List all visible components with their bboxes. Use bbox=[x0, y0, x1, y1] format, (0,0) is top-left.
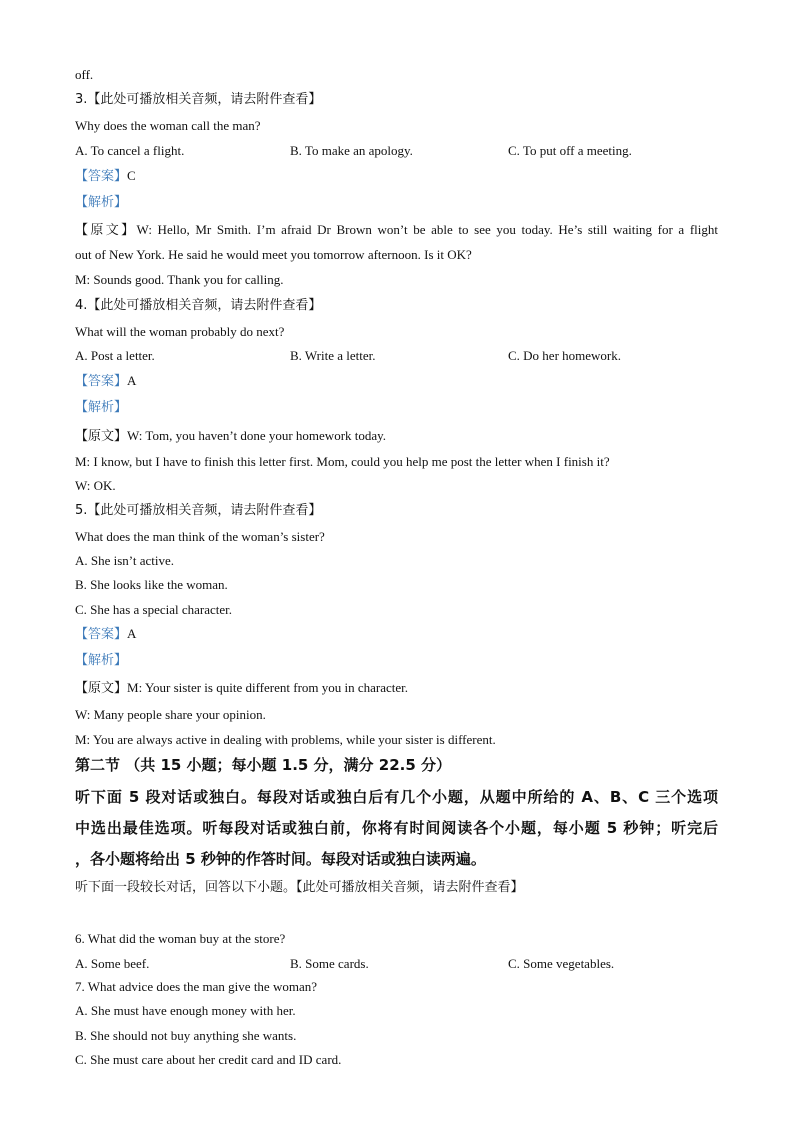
answer-value: C bbox=[127, 168, 136, 183]
question-3-option-b: B. To make an apology. bbox=[290, 143, 413, 158]
transcript-text: M: Your sister is quite different from you in character. bbox=[127, 680, 409, 695]
transcript-label: 【原文】 bbox=[75, 223, 137, 238]
question-3-option-c: C. To put off a meeting. bbox=[508, 143, 632, 158]
question-3-transcript-line-3: M: Sounds good. Thank you for calling. bbox=[75, 272, 284, 287]
section-2-instructions-line-1: 听下面 5 段对话或独白。每段对话或独白后有几个小题，从题中所给的 A、B、C 三个选项 bbox=[75, 788, 718, 806]
answer-label: 【答案】 bbox=[75, 374, 128, 389]
question-4-text: What will the woman probably do next? bbox=[75, 324, 285, 339]
transcript-text: W: Hello, Mr Smith. I’m afraid Dr Brown won’t be able to see you today. He’s still waiting for a flight bbox=[136, 222, 718, 237]
question-5-heading: 5.【此处可播放相关音频，请去附件查看】 bbox=[75, 503, 322, 518]
answer-value: A bbox=[127, 373, 137, 388]
question-3-analysis-label: 【解析】 bbox=[75, 195, 128, 210]
question-6-text: 6. What did the woman buy at the store? bbox=[75, 931, 286, 946]
transcript-label: 【原文】 bbox=[75, 681, 128, 696]
question-3-transcript-line-2: out of New York. He said he would meet you tomorrow afternoon. Is it OK? bbox=[75, 247, 472, 262]
question-4-option-a: A. Post a letter. bbox=[75, 348, 155, 363]
question-7-option-b: B. She should not buy anything she wants. bbox=[75, 1028, 297, 1043]
question-5-transcript-line-1 bbox=[75, 680, 408, 697]
question-6-option-c: C. Some vegetables. bbox=[508, 956, 615, 971]
question-5-option-a: A. She isn’t active. bbox=[75, 553, 175, 568]
question-4-transcript-line-3: W: OK. bbox=[75, 478, 116, 493]
transcript-label: 【原文】 bbox=[75, 429, 128, 444]
question-4-heading: 4.【此处可播放相关音频，请去附件查看】 bbox=[75, 298, 322, 313]
transcript-text: W: Tom, you haven’t done your homework today. bbox=[127, 428, 387, 443]
question-3-transcript-line-1 bbox=[75, 222, 718, 239]
question-4-transcript-line-2: M: I know, but I have to finish this letter first. Mom, could you help me post the letter when I finish it? bbox=[75, 454, 610, 469]
question-7-option-c: C. She must care about her credit card and ID card. bbox=[75, 1052, 342, 1067]
answer-label: 【答案】 bbox=[75, 627, 128, 642]
question-5-answer bbox=[75, 626, 136, 643]
question-4-option-c: C. Do her homework. bbox=[508, 348, 622, 363]
question-4-answer bbox=[75, 373, 136, 390]
question-7-text: 7. What advice does the man give the woman? bbox=[75, 979, 317, 994]
answer-label: 【答案】 bbox=[75, 169, 128, 184]
question-3-option-a: A. To cancel a flight. bbox=[75, 143, 185, 158]
question-5-transcript-line-3: M: You are always active in dealing with problems, while your sister is different. bbox=[75, 732, 496, 747]
text-line: off. bbox=[75, 67, 94, 82]
section-2-instructions-line-3: ，各小题将给出 5 秒钟的作答时间。每段对话或独白读两遍。 bbox=[75, 850, 486, 868]
question-4-transcript-line-1 bbox=[75, 428, 386, 445]
section-2-instructions-line-2: 中选出最佳选项。听每段对话或独白前，你将有时间阅读各个小题，每小题 5 秒钟；听完后 bbox=[75, 819, 718, 837]
question-5-transcript-line-2: W: Many people share your opinion. bbox=[75, 707, 266, 722]
question-4-option-b: B. Write a letter. bbox=[290, 348, 376, 363]
answer-value: A bbox=[127, 626, 137, 641]
question-3-heading: 3.【此处可播放相关音频，请去附件查看】 bbox=[75, 92, 322, 107]
question-3-text: Why does the woman call the man? bbox=[75, 118, 261, 133]
question-5-analysis-label: 【解析】 bbox=[75, 653, 128, 668]
question-5-option-c: C. She has a special character. bbox=[75, 602, 233, 617]
question-5-text: What does the man think of the woman’s sister? bbox=[75, 529, 325, 544]
question-6-option-a: A. Some beef. bbox=[75, 956, 150, 971]
section-2-title: 第二节 （共 15 小题；每小题 1.5 分，满分 22.5 分） bbox=[75, 756, 452, 774]
section-2-subheading: 听下面一段较长对话，回答以下小题。【此处可播放相关音频，请去附件查看】 bbox=[75, 880, 524, 895]
question-7-option-a: A. She must have enough money with her. bbox=[75, 1003, 296, 1018]
question-5-option-b: B. She looks like the woman. bbox=[75, 577, 228, 592]
question-3-answer bbox=[75, 168, 136, 185]
question-6-option-b: B. Some cards. bbox=[290, 956, 369, 971]
question-4-analysis-label: 【解析】 bbox=[75, 400, 128, 415]
